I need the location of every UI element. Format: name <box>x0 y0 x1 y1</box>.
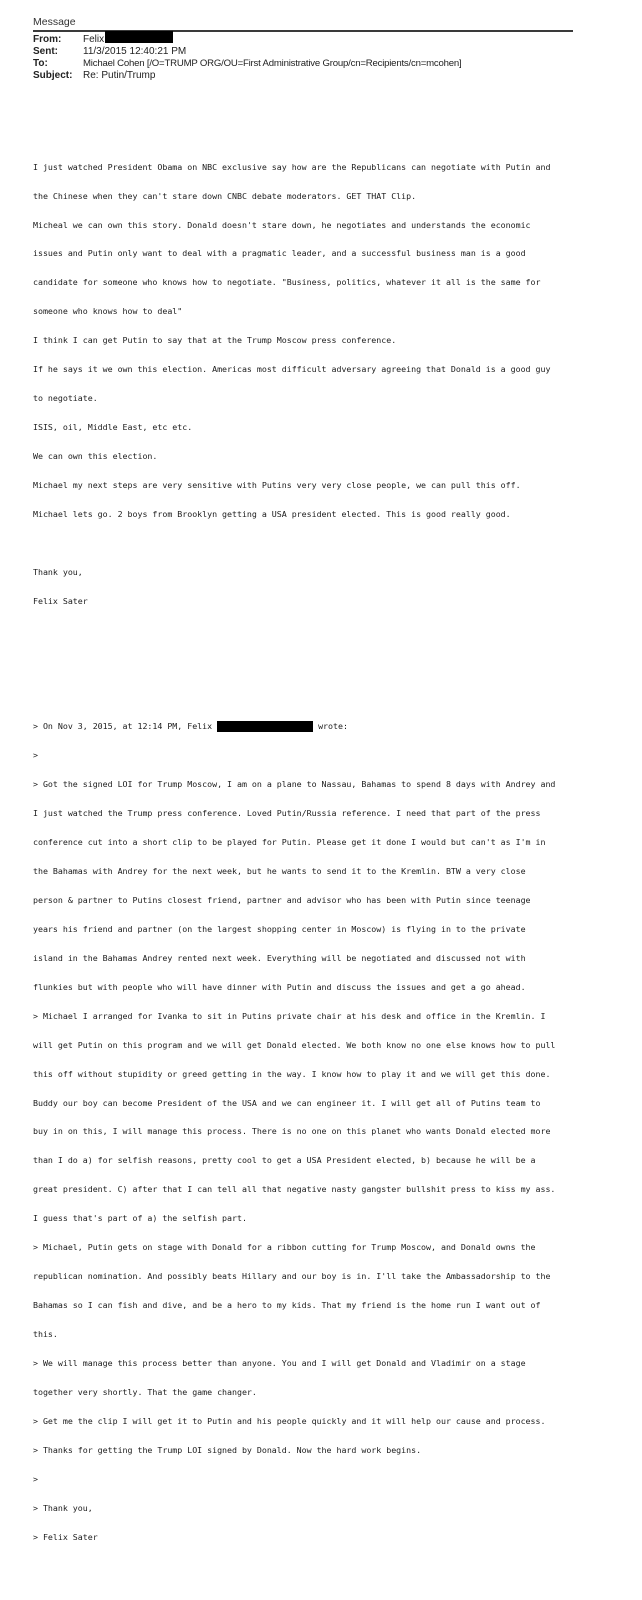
body-line: candidate for someone who knows how to negotiate. "Business, politics, whatever it all is the same for <box>33 277 541 288</box>
body-line: to negotiate. <box>33 393 98 404</box>
body-line: Micheal we can own this story. Donald doesn't stare down, he negotiates and understands the economic <box>33 219 531 230</box>
quoted-line: person & partner to Putins closest friend, partner and advisor who has been with Putin since teenage <box>33 894 531 905</box>
sent-value: 11/3/2015 12:40:21 PM <box>83 46 187 57</box>
body-line: I just watched President Obama on NBC exclusive say how are the Republicans can negotiate with Putin and <box>33 161 551 172</box>
quoted-line: > <box>33 1473 38 1484</box>
reply-text <box>33 143 633 626</box>
email-body <box>33 124 633 1600</box>
quoted-line: > Get me the clip I will get it to Putin and his people quickly and it will help our cause and process. <box>33 1416 546 1426</box>
quoted-line: than I do a) for selfish reasons, pretty cool to get a USA President elected, b) because he will be a <box>33 1155 536 1166</box>
redaction-box <box>105 31 173 43</box>
quoted-line: I guess that's part of a) the selfish part. <box>33 1213 247 1224</box>
quoted-line: island in the Bahamas Andrey rented next week. Everything will be negotiated and discussed not with <box>33 952 526 963</box>
quoted-line <box>33 1562 633 1572</box>
quoted-line: flunkies but with people who will have dinner with Putin and discuss the issues and get a go ahead. <box>33 981 526 992</box>
quoted-line: republican nomination. And possibly beats Hillary and our boy is in. I'll take the Ambassadorship to the <box>33 1271 551 1282</box>
quoted-line: > Michael, Putin gets on stage with Donald for a ribbon cutting for Trump Moscow, and Donald owns the <box>33 1242 536 1253</box>
quoted-line: years his friend and partner (on the largest shopping center in Moscow) is flying in to the private <box>33 923 526 934</box>
quoted-message <box>33 703 633 1591</box>
body-line: the Chinese when they can't stare down CNBC debate moderators. GET THAT Clip. <box>33 190 417 201</box>
to-label: To: <box>33 58 48 69</box>
body-line: someone who knows how to deal" <box>33 306 183 317</box>
quoted-line: > Thank you, <box>33 1502 93 1513</box>
from-label: From: <box>33 34 62 45</box>
quoted-line: > <box>33 750 38 761</box>
body-line: Felix Sater <box>33 595 88 606</box>
spacer <box>33 655 633 674</box>
quote-header-prefix: > On Nov 3, 2015, at 12:14 PM, Felix <box>33 721 218 732</box>
quoted-line: together very shortly. That the game changer. <box>33 1387 257 1398</box>
body-line: Michael my next steps are very sensitive with Putins very very close people, we can pull this off. <box>33 480 521 491</box>
quoted-line: Buddy our boy can become President of the USA and we can engineer it. I will get all of Putins team to <box>33 1097 541 1108</box>
sent-row <box>33 46 186 58</box>
quoted-line: this off without stupidity or greed getting in the way. I know how to play it and we will get this done. <box>33 1068 551 1079</box>
body-line: If he says it we own this election. Americas most difficult adversary agreeing that Donald is a good guy <box>33 364 551 375</box>
quoted-line: > Felix Sater <box>33 1531 98 1542</box>
quoted-line: conference cut into a short clip to be played for Putin. Please get it done I would but can't as I'm in <box>33 836 546 847</box>
redaction-box <box>217 721 313 732</box>
quoted-line: > Michael I arranged for Ivanka to sit in Putins private chair at his desk and office in the Kremlin. I <box>33 1010 546 1021</box>
quoted-line: the Bahamas with Andrey for the next week, but he wants to send it to the Kremlin. BTW a very close <box>33 865 526 876</box>
quoted-line: buy in on this, I will manage this process. There is no one on this planet who wants Donald elected more <box>33 1126 551 1137</box>
message-label: Message <box>33 16 76 28</box>
body-line: Thank you, <box>33 566 83 577</box>
quoted-line: Bahamas so I can fish and dive, and be a hero to my kids. That my friend is the home run I want out of <box>33 1300 541 1311</box>
subject-label: Subject: <box>33 70 73 81</box>
sent-label: Sent: <box>33 46 58 57</box>
quoted-line: > We will manage this process better than anyone. You and I will get Donald and Vladimir on a stage <box>33 1358 526 1369</box>
quoted-line: will get Putin on this program and we will get Donald elected. We both know no one else knows how to pull <box>33 1039 556 1050</box>
body-line: I think I can get Putin to say that at the Trump Moscow press conference. <box>33 335 397 346</box>
from-row <box>33 34 173 46</box>
body-line: issues and Putin only want to deal with a pragmatic leader, and a successful business man is a good <box>33 248 526 259</box>
quote-header-suffix: wrote: <box>313 721 348 732</box>
to-value: Michael Cohen [/O=TRUMP ORG/OU=First Administrative Group/cn=Recipients/cn=mcohen] <box>83 58 462 69</box>
from-value: Felix <box>83 34 105 45</box>
quoted-line: > Thanks for getting the Trump LOI signed by Donald. Now the hard work begins. <box>33 1444 422 1455</box>
email-header <box>33 16 578 81</box>
subject-value: Re: Putin/Trump <box>83 70 156 81</box>
quoted-line: this. <box>33 1329 58 1340</box>
body-line: ISIS, oil, Middle East, etc etc. <box>33 422 193 433</box>
quoted-line: > Got the signed LOI for Trump Moscow, I am on a plane to Nassau, Bahamas to spend 8 days with Andrey and <box>33 779 556 790</box>
subject-row <box>33 70 155 82</box>
quoted-line: great president. C) after that I can tell all that negative nasty gangster bullshit press to kiss my ass. <box>33 1184 556 1195</box>
to-row <box>33 58 462 70</box>
quote-header <box>33 722 633 732</box>
quoted-line: I just watched the Trump press conference. Loved Putin/Russia reference. I need that part of the press <box>33 807 541 818</box>
body-line: We can own this election. <box>33 451 158 462</box>
body-line: Michael lets go. 2 boys from Brooklyn getting a USA president elected. This is good really good. <box>33 509 511 520</box>
body-line <box>33 539 633 549</box>
